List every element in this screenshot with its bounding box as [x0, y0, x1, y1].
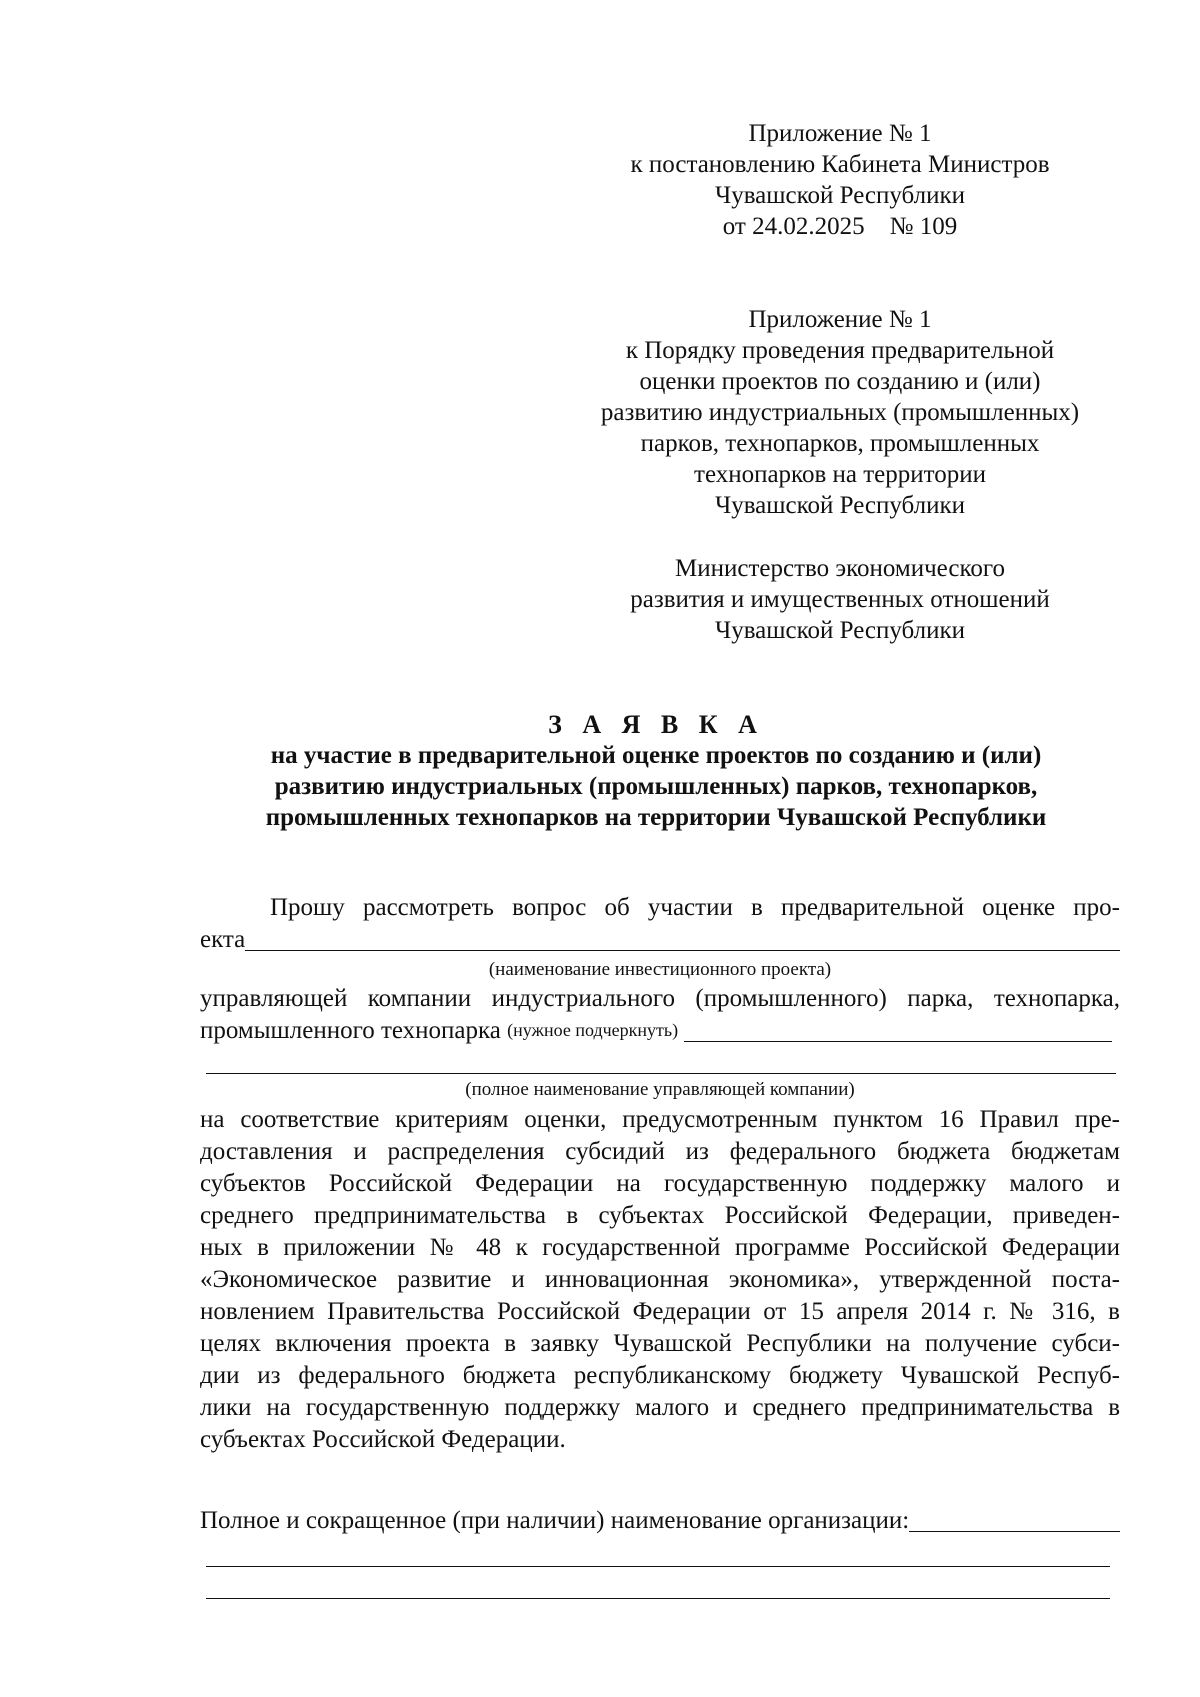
- criteria-line: целях включения проекта в заявку Чувашской Республики на получение субси-: [200, 1330, 1120, 1357]
- appendix-decree-line: Приложение № 1: [748, 120, 932, 147]
- org-name-row: [200, 1505, 1120, 1536]
- company-type-text: промышленного технопарка: [200, 1017, 501, 1044]
- title-main: З А Я В К А: [548, 710, 764, 739]
- addressee-block: [600, 553, 1080, 646]
- appendix-procedure-line: развитию индустриальных (промышленных): [600, 399, 1080, 426]
- appendix-procedure-line: парков, технопарков, промышленных: [640, 430, 1040, 457]
- criteria-line: новлением Правительства Российской Федерации от 15 апреля 2014 г. № 316, в: [200, 1298, 1120, 1325]
- criteria-line: «Экономическое развитие и инновационная экономика», утвержденной поста-: [200, 1266, 1120, 1293]
- org-name-field[interactable]: [909, 1507, 1120, 1532]
- title-subline: на участие в предварительной оценке проектов по созданию и (или): [270, 742, 1042, 769]
- company-name-caption: (полное наименование управляющей компании): [465, 1079, 855, 1100]
- criteria-paragraph: [200, 1104, 1120, 1456]
- company-name-field[interactable]: [206, 1073, 1116, 1074]
- project-prefix: екта: [200, 926, 246, 953]
- criteria-line: субъектов Российской Федерации на государственную поддержку малого и: [200, 1170, 1120, 1197]
- criteria-line: среднего предпринимательства в субъектах Российской Федерации, приведен-: [200, 1202, 1120, 1229]
- project-name-field[interactable]: [245, 926, 1120, 951]
- appendix-procedure-line: технопарков на территории: [694, 461, 986, 488]
- addressee-line: развития и имущественных отношений: [630, 586, 1050, 613]
- appendix-procedure-line: оценки проектов по созданию и (или): [639, 368, 1041, 395]
- title-subline: промышленных технопарков на территории Чувашской Республики: [265, 804, 1047, 831]
- criteria-line: дии из федерального бюджета республиканскому бюджету Чувашской Респуб-: [200, 1362, 1120, 1389]
- appendix-procedure-line: к Порядку проведения предварительной: [625, 337, 1055, 364]
- request-paragraph: [200, 892, 1120, 924]
- project-name-caption: (наименование инвестиционного проекта): [488, 959, 832, 980]
- appendix-decree-line: к постановлению Кабинета Министров: [630, 151, 1050, 178]
- project-name-row: [200, 924, 1120, 955]
- company-paragraph: [200, 983, 1120, 1015]
- org-name-field-line-3[interactable]: [206, 1598, 1110, 1599]
- underline-hint: (нужное подчеркнуть): [507, 1020, 679, 1040]
- addressee-line: Министерство экономического: [675, 555, 1005, 582]
- addressee-line: Чувашской Республики: [714, 617, 966, 644]
- org-name-label: Полное и сокращенное (при наличии) наименование организации:: [200, 1507, 910, 1534]
- criteria-line: ных в приложении № 48 к государственной программе Российской Федерации: [200, 1234, 1120, 1261]
- criteria-line: на соответствие критериям оценки, предусмотренным пунктом 16 Правил пре-: [200, 1106, 1120, 1133]
- application-title: [196, 709, 1116, 833]
- request-line: Прошу рассмотреть вопрос об участии в предварительной оценке про-: [270, 894, 1120, 921]
- appendix-decree-line: Чувашской Республики: [714, 182, 966, 209]
- company-line: управляющей компании индустриального (промышленного) парка, технопарка,: [200, 985, 1120, 1012]
- appendix-decree-date: от 24.02.2025 № 109: [722, 213, 958, 240]
- appendix-decree-block: [600, 118, 1080, 242]
- appendix-procedure-line: Чувашской Республики: [714, 492, 966, 519]
- company-type-row: [200, 1015, 1112, 1046]
- criteria-line: доставления и распределения субсидий из федерального бюджета бюджетам: [200, 1138, 1120, 1165]
- criteria-line: субъектах Российской Федерации.: [200, 1426, 566, 1453]
- criteria-line: лики на государственную поддержку малого и среднего предпринимательства в: [200, 1394, 1120, 1421]
- title-subline: развитию индустриальных (промышленных) парков, технопарков,: [274, 773, 1038, 800]
- org-name-field-line-2[interactable]: [206, 1566, 1110, 1567]
- appendix-procedure-line: Приложение № 1: [748, 306, 932, 333]
- company-type-field[interactable]: [684, 1017, 1112, 1042]
- appendix-procedure-block: [600, 304, 1080, 521]
